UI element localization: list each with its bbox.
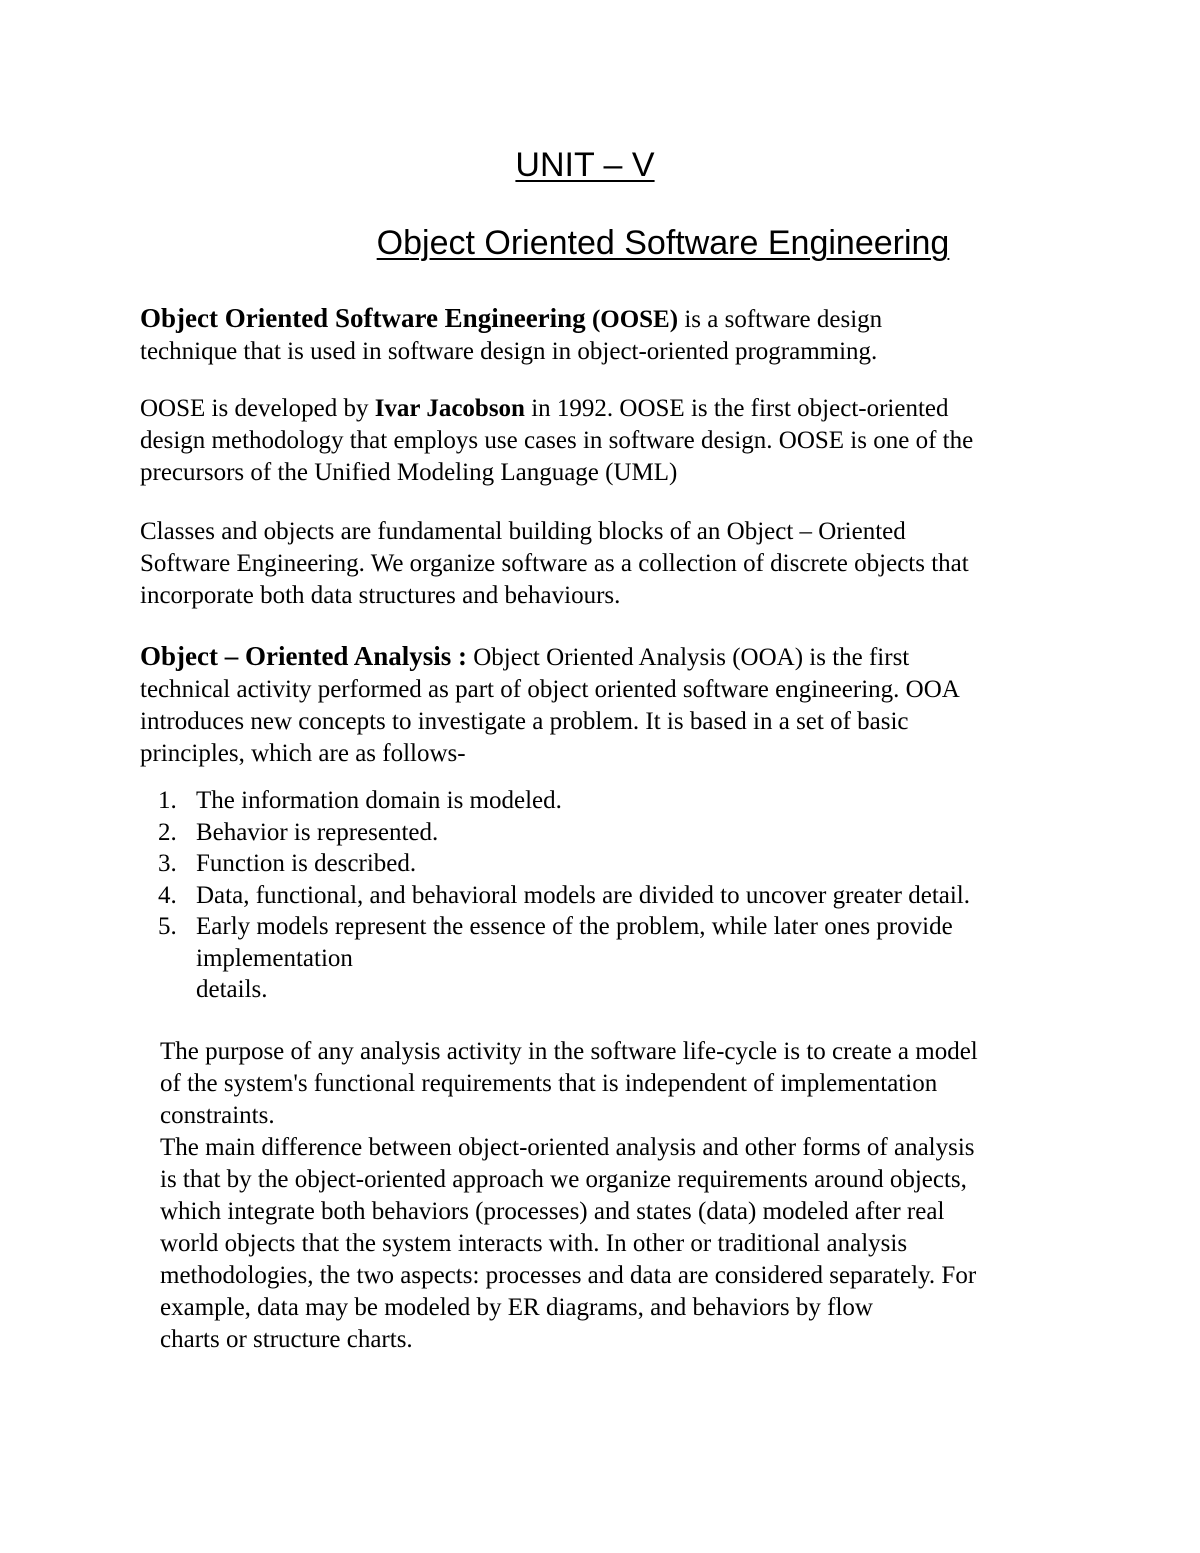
classes-line-3: incorporate both data structures and behaviours.: [140, 582, 621, 609]
purpose-line-10: charts or structure charts.: [160, 1326, 413, 1353]
purpose-line-7: world objects that the system interacts with. In other or traditional analysis: [160, 1230, 908, 1257]
purpose-line-4: The main difference between object-oriented analysis and other forms of analysis: [160, 1134, 975, 1161]
list-text-continued: implementation: [196, 944, 353, 972]
ooa-heading: Object – Oriented Analysis :: [140, 641, 467, 671]
list-item: [158, 785, 970, 817]
history-line-1: [140, 393, 973, 425]
history-line-3: precursors of the Unified Modeling Language (UML): [140, 459, 678, 486]
history-line-2: design methodology that employs use cases in software design. OOSE is one of the: [140, 427, 974, 454]
intro-line1-rest: is a software design: [678, 306, 883, 333]
ooa-line-3: introduces new concepts to investigate a problem. It is based in a set of basic: [140, 708, 909, 735]
list-number: 4.: [158, 881, 177, 909]
ooa-line-1: [140, 640, 960, 674]
history-paragraph: [140, 393, 973, 489]
principles-list: [158, 785, 970, 1006]
list-item: [158, 880, 970, 912]
unit-title: UNIT – V: [515, 146, 655, 184]
ooa-line1-rest: Object Oriented Analysis (OOA) is the first: [466, 644, 910, 671]
list-text: Behavior is represented.: [196, 818, 439, 846]
classes-paragraph: [140, 516, 969, 612]
list-item: [158, 817, 970, 849]
list-text: Data, functional, and behavioral models are divided to uncover greater detail.: [196, 881, 970, 909]
purpose-line-2: of the system's functional requirements that is independent of implementation: [160, 1070, 938, 1097]
purpose-line-6: which integrate both behaviors (processes) and states (data) modeled after real: [160, 1198, 945, 1225]
list-number: 3.: [158, 850, 177, 877]
purpose-line-9: example, data may be modeled by ER diagrams, and behaviors by flow: [160, 1294, 873, 1321]
intro-paragraph: [140, 302, 882, 368]
list-text: The information domain is modeled.: [196, 787, 562, 814]
list-text-continued: details.: [196, 976, 268, 1003]
main-title: Object Oriented Software Engineering: [376, 224, 950, 262]
classes-line-1: Classes and objects are fundamental building blocks of an Object – Oriented: [140, 518, 906, 545]
list-number: 5.: [158, 913, 177, 940]
ooa-line-2: technical activity performed as part of object oriented software engineering. OOA: [140, 676, 960, 703]
ooa-line-4: principles, which are as follows-: [140, 740, 466, 767]
intro-line-2: technique that is used in software design in object-oriented programming.: [140, 338, 878, 365]
list-text: Function is described.: [196, 850, 417, 877]
history-person: Ivar Jacobson: [374, 395, 525, 422]
list-item: [158, 848, 970, 880]
intro-term: Object Oriented Software Engineering: [140, 303, 586, 333]
purpose-line-5: is that by the object-oriented approach we organize requirements around objects,: [160, 1166, 967, 1193]
list-number: 1.: [158, 787, 177, 814]
history-line1-b: in 1992. OOSE is the first object-oriented: [524, 395, 949, 422]
purpose-line-1: The purpose of any analysis activity in the software life-cycle is to create a model: [160, 1038, 978, 1065]
purpose-paragraph: [160, 1036, 978, 1356]
ooa-paragraph: [140, 640, 960, 770]
purpose-line-3: constraints.: [160, 1102, 275, 1129]
classes-line-2: Software Engineering. We organize software as a collection of discrete objects that: [140, 550, 969, 577]
list-number: 2.: [158, 818, 177, 846]
list-item: [158, 911, 970, 1006]
list-text: Early models represent the essence of the problem, while later ones provide: [196, 913, 953, 940]
purpose-line-8: methodologies, the two aspects: processes and data are considered separately. For: [160, 1262, 977, 1289]
history-line1-a: OOSE is developed by: [140, 395, 375, 422]
intro-line-1: [140, 302, 882, 336]
intro-abbr: (OOSE): [591, 306, 679, 333]
